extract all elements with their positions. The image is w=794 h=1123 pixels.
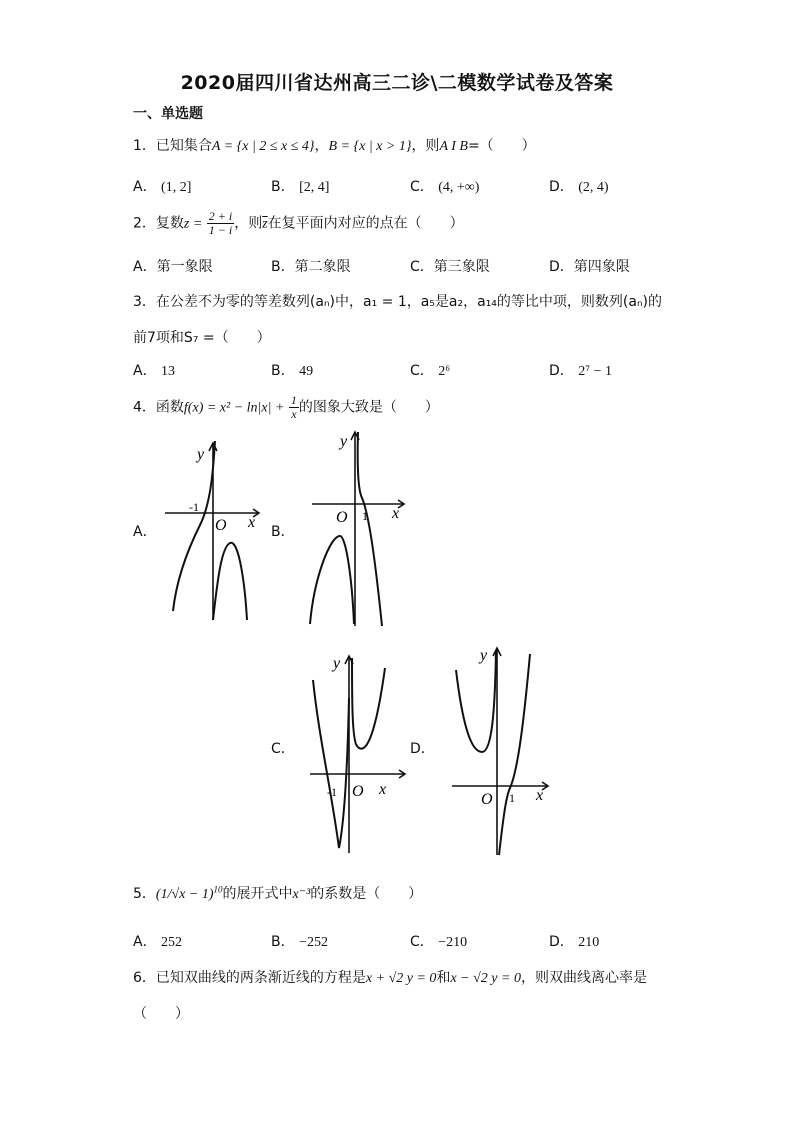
math-z: z =: [183, 216, 203, 232]
option-d: D． 2⁷ − 1: [549, 363, 613, 379]
option-d: D．第四象限: [549, 259, 630, 275]
option-b: B．第二象限: [271, 259, 351, 275]
math-expression: A I B: [439, 139, 468, 154]
graph-option-c: [305, 648, 415, 858]
graph-option-b: [300, 428, 420, 628]
option-a: A．第一象限: [133, 259, 213, 275]
option-c-label: C．: [271, 741, 295, 757]
stem-text: 已知集合: [155, 138, 212, 154]
graph-option-d: [448, 640, 558, 860]
question-5-stem: [133, 883, 422, 903]
page-title: 2020届四川省达州高三二诊\二模数学试卷及答案: [180, 72, 614, 94]
question-3-stem-line1: [133, 291, 662, 311]
origin-label: O: [336, 509, 348, 526]
stem-text: ，则: [411, 138, 440, 154]
stem-text: 的展开式中: [222, 886, 293, 902]
stem-text: 复数: [155, 215, 184, 232]
question-number: 6．: [133, 970, 156, 986]
stem-text: 在复平面内对应的点在（ ）: [267, 215, 464, 232]
x-label: x: [536, 787, 544, 804]
math-set-a: A = {x | 2 ≤ x ≤ 4}: [211, 139, 315, 154]
option-b-label: B．: [271, 524, 295, 540]
option-b: B． −252: [271, 934, 328, 950]
stem-text: 的系数是（ ）: [310, 886, 423, 902]
stem-text: 已知双曲线的两条渐近线的方程是: [155, 970, 366, 986]
one-label: 1: [362, 509, 368, 523]
math-z-conjugate: $\overline{z}$: [262, 216, 268, 232]
option-b: B． 49: [271, 363, 314, 379]
question-3-stem-line2: 前7项和S₇ =（ ）: [133, 330, 271, 346]
option-c: C． (4, +∞): [410, 179, 480, 195]
option-a-label: A．: [133, 524, 157, 540]
curve-left: [310, 536, 354, 624]
minus-one-label: -1: [327, 785, 337, 799]
option-c: C． 2⁶: [410, 363, 451, 379]
math-equation-2: x − √2 y = 0: [450, 971, 521, 986]
stem-text: ，: [314, 138, 329, 154]
stem-text: 函数: [155, 399, 184, 416]
math-expression: (1/√x − 1): [155, 887, 214, 902]
question-number: 1．: [133, 138, 156, 154]
origin-label: O: [215, 517, 227, 534]
curve-left: [173, 441, 215, 611]
option-d: D． (2, 4): [549, 179, 609, 195]
stem-text: ，则: [234, 215, 263, 232]
option-d-label: D．: [410, 741, 435, 757]
fraction: $\frac{1}{x}$: [290, 393, 297, 421]
x-label: x: [392, 505, 400, 522]
x-label: x: [379, 781, 387, 798]
curve-right: [352, 658, 385, 749]
stem-text: 的图象大致是（ ）: [298, 399, 439, 416]
option-b: B． [2, 4]: [271, 179, 330, 195]
exponent: 10: [213, 884, 223, 895]
curve-right: [499, 654, 530, 855]
option-a: A． 252: [133, 934, 183, 950]
question-number: 2．: [133, 215, 156, 232]
option-c: C．第三象限: [410, 259, 490, 275]
origin-label: O: [352, 783, 364, 800]
y-label: y: [197, 446, 205, 463]
option-a: A． 13: [133, 363, 176, 379]
question-number: 4．: [133, 399, 156, 416]
math-function: f(x) = x² − ln|x| +: [183, 400, 285, 416]
minus-one-label: -1: [189, 500, 199, 514]
graph-option-a: [155, 435, 285, 625]
question-4-stem: [133, 394, 439, 421]
question-6-stem-line2: （ ）: [133, 1006, 189, 1022]
y-label: y: [480, 647, 488, 664]
curve-left: [456, 650, 496, 752]
option-a: A． (1, 2]: [133, 179, 192, 195]
curve-left: [313, 680, 349, 848]
x-label: x: [248, 514, 256, 531]
stem-text: ，则双曲线离心率是: [520, 970, 647, 986]
question-1-stem: [133, 135, 536, 155]
question-number: 5．: [133, 886, 156, 902]
option-c: C． −210: [410, 934, 468, 950]
origin-label: O: [481, 791, 493, 808]
fraction: $\frac{2 + i}{1 - i}$: [208, 209, 233, 237]
math-equation-1: x + √2 y = 0: [365, 971, 437, 986]
math-set-b: B = {x | x > 1}: [328, 139, 412, 154]
section-heading: 一、单选题: [133, 106, 203, 122]
question-2-stem: [133, 210, 464, 237]
stem-text: 在公差不为零的等差数列(aₙ)中，a₁ = 1，a₅是a₂，a₁₄的等比中项，则数列(aₙ)的: [155, 294, 662, 310]
stem-text: =（ ）: [467, 138, 536, 154]
math-term: x⁻³: [292, 887, 311, 902]
option-d: D． 210: [549, 934, 600, 950]
question-number: 3．: [133, 294, 156, 310]
curve-right: [213, 543, 247, 620]
y-label: y: [340, 433, 348, 450]
curve-right: [358, 432, 382, 626]
question-6-stem-line1: [133, 967, 647, 987]
one-label: 1: [509, 791, 515, 805]
stem-text: 和: [436, 970, 451, 986]
y-label: y: [333, 655, 341, 672]
